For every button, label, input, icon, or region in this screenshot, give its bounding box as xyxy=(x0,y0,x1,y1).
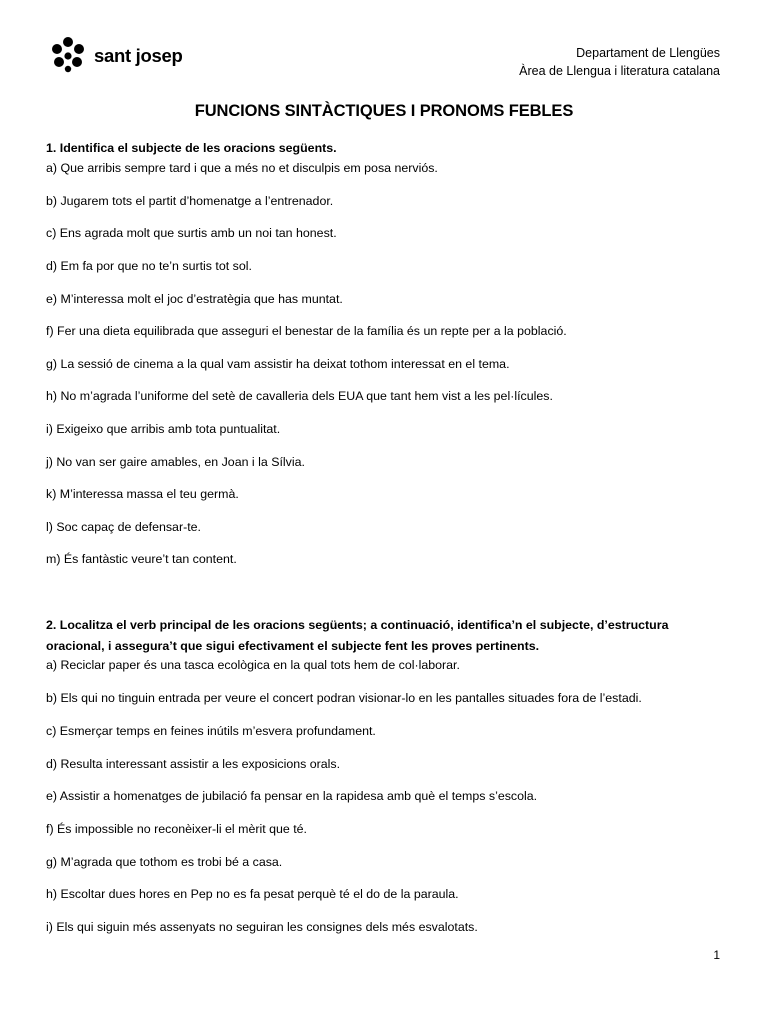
exercise-2-item-b: b) Els qui no tinguin entrada per veure el concert podran visionar-lo en les pantalles situades fora de l’estadi. xyxy=(46,691,642,705)
exercise-1-item-l: l) Soc capaç de defensar-te. xyxy=(46,520,201,534)
exercise-2-item-i: i) Els qui siguin més assenyats no seguiran les consignes dels més esvalotats. xyxy=(46,920,478,934)
exercise-2-item-h: h) Escoltar dues hores en Pep no es fa pesat perquè té el do de la paraula. xyxy=(46,887,459,901)
exercise-1-item-b: b) Jugarem tots el partit d’homenatge a l’entrenador. xyxy=(46,194,334,208)
exercise-1-item-i: i) Exigeixo que arribis amb tota puntualitat. xyxy=(46,422,281,436)
exercise-1-item-j: j) No van ser gaire amables, en Joan i la Sílvia. xyxy=(46,455,305,469)
logo-text: sant josep xyxy=(94,45,183,66)
exercise-1-item-f: f) Fer una dieta equilibrada que asseguri el benestar de la família és un repte per a la població. xyxy=(46,324,567,338)
department-header xyxy=(519,44,720,80)
exercise-2-item-g: g) M’agrada que tothom es trobi bé a casa. xyxy=(46,855,283,869)
exercise-1-item-h: h) No m’agrada l’uniforme del setè de cavalleria dels EUA que tant hem vist a les pel·lícules. xyxy=(46,389,553,403)
exercise-2-heading-line-2: oracional, i assegura’t que sigui efectivament el subjecte fent les proves pertinents. xyxy=(46,639,540,653)
page-title: FUNCIONS SINTÀCTIQUES I PRONOMS FEBLES xyxy=(194,102,574,120)
exercise-1-item-c: c) Ens agrada molt que surtis amb un noi tan honest. xyxy=(46,226,337,240)
exercise-2-item-f: f) És impossible no reconèixer-li el mèrit que té. xyxy=(46,822,307,836)
page-number: 1 xyxy=(713,948,720,962)
exercise-1-item-m: m) És fantàstic veure’t tan content. xyxy=(46,552,237,566)
exercise-1-item-a: a) Que arribis sempre tard i que a més no et disculpis em posa nerviós. xyxy=(46,161,438,175)
exercise-2-item-d: d) Resulta interessant assistir a les exposicions orals. xyxy=(46,757,341,771)
exercise-2-heading-line-1: 2. Localitza el verb principal de les oracions següents; a continuació, identifica’n el subjecte, d’estructura xyxy=(46,618,669,632)
school-logo xyxy=(50,36,183,76)
area-name: Àrea de Llengua i literatura catalana xyxy=(519,64,720,78)
exercise-1-item-g: g) La sessió de cinema a la qual vam assistir ha deixat tothom interessat en el tema. xyxy=(46,357,510,371)
exercise-1-item-d: d) Em fa por que no te’n surtis tot sol. xyxy=(46,259,252,273)
exercise-2-item-e: e) Assistir a homenatges de jubilació fa pensar en la rapidesa amb què el temps s’escola. xyxy=(46,789,538,803)
department-name: Departament de Llengües xyxy=(576,46,720,60)
exercise-1-heading: 1. Identifica el subjecte de les oracions següents. xyxy=(46,141,337,155)
exercise-1-item-e: e) M’interessa molt el joc d’estratègia que has muntat. xyxy=(46,292,343,306)
flower-logo-icon xyxy=(50,36,86,76)
exercise-1-item-k: k) M’interessa massa el teu germà. xyxy=(46,487,239,501)
exercise-2-item-a: a) Reciclar paper és una tasca ecològica en la qual tots hem de col·laborar. xyxy=(46,658,460,672)
exercise-2-item-c: c) Esmerçar temps en feines inútils m’esvera profundament. xyxy=(46,724,376,738)
